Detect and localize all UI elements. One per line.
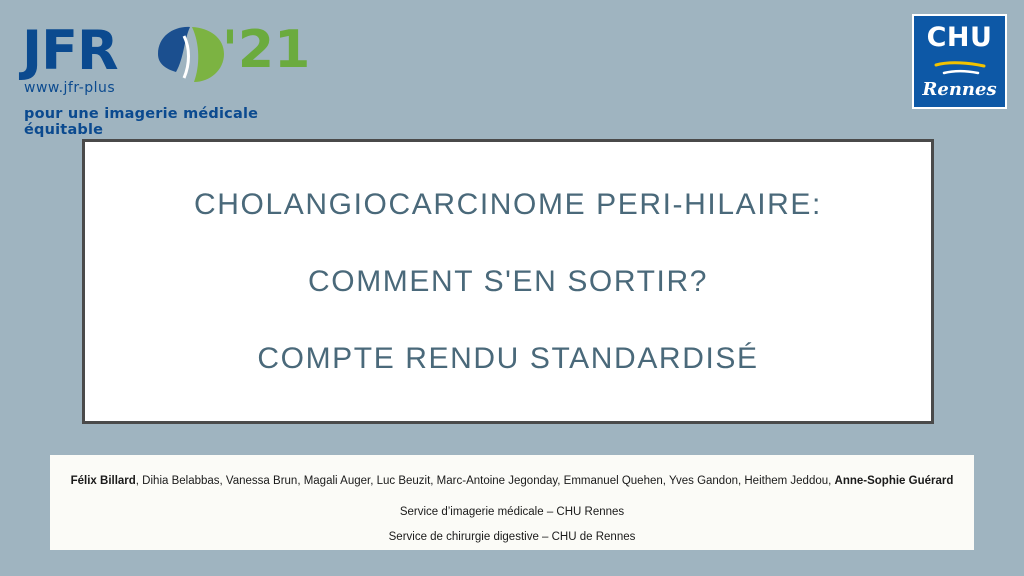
- authors-box: [50, 455, 974, 550]
- jfr-leaf-icon: [154, 24, 230, 86]
- affiliation-line-2: Service de chirurgie digestive – CHU de Rennes: [388, 530, 636, 543]
- chu-rennes-logo: [912, 14, 1007, 109]
- jfr-logo-url: www.jfr-plus: [24, 80, 116, 96]
- jfr-logo-tagline: pour une imagerie médicale équitable: [24, 106, 259, 138]
- jfr-logo-letters: JFR: [22, 19, 118, 82]
- title-box: [82, 139, 934, 424]
- author-first: Félix Billard: [70, 475, 136, 487]
- title-line-1: CHOLANGIOCARCINOME PERI-HILAIRE:: [194, 188, 822, 221]
- author-last: Anne-Sophie Guérard: [834, 475, 954, 487]
- jfr-logo-year: '21: [222, 20, 311, 80]
- chu-logo-bottom-text: Rennes: [922, 79, 997, 100]
- title-line-2: COMMENT S'EN SORTIR?: [308, 265, 708, 298]
- affiliation-line-1: Service d’imagerie médicale – CHU Rennes: [399, 505, 625, 518]
- chu-logo-top-text: CHU: [926, 22, 993, 53]
- title-line-3: COMPTE RENDU STANDARDISÉ: [257, 342, 759, 375]
- author-middle-list: , Dihia Belabbas, Vanessa Brun, Magali Auger, Luc Beuzit, Marc-Antoine Jegonday, Emmanuel Quehen, Yves Gandon, Heithem Jeddou,: [135, 475, 835, 487]
- jfr-logo: [22, 18, 322, 138]
- chu-swoosh-icon: [934, 61, 986, 77]
- authors-line: [50, 475, 974, 489]
